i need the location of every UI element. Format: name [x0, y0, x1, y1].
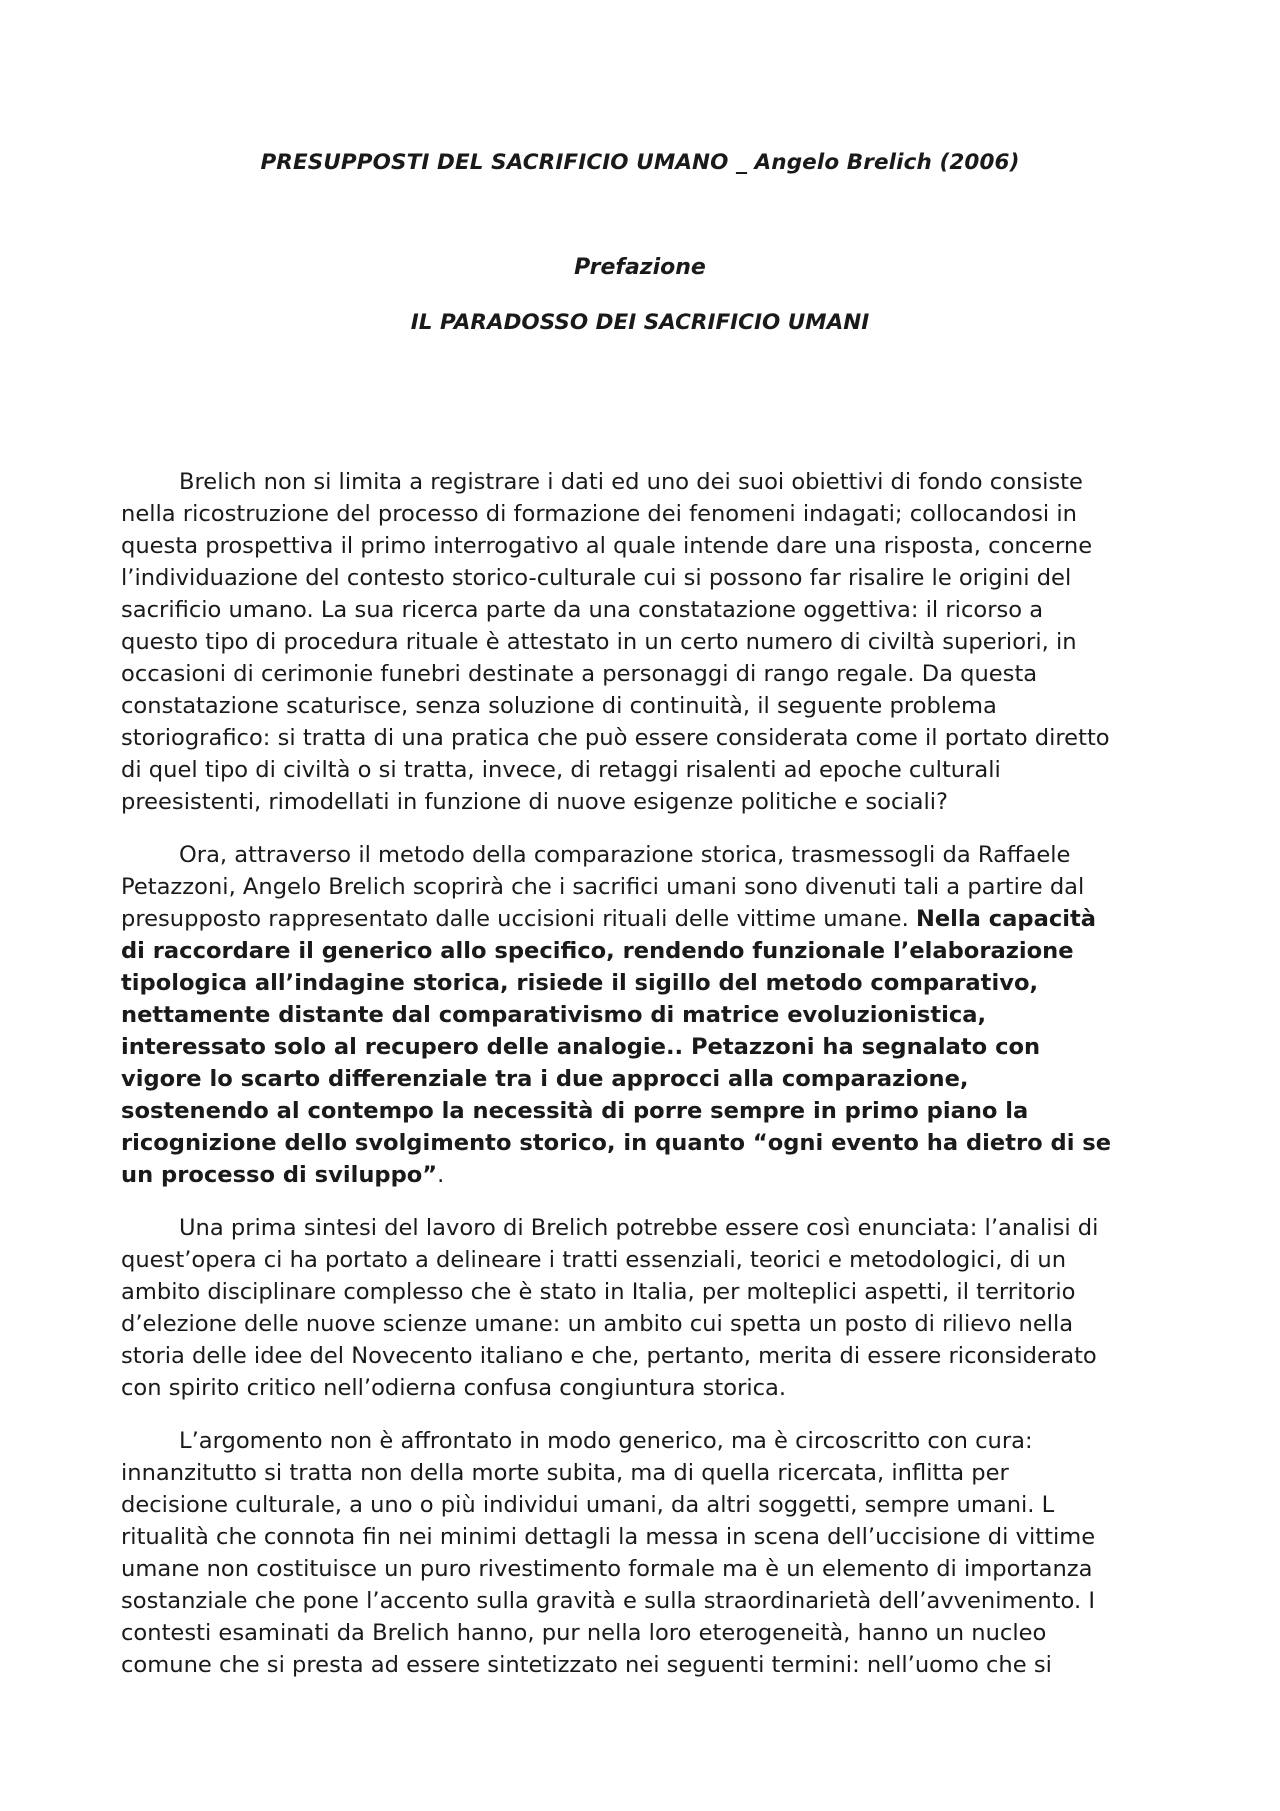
text-plain: . — [437, 1162, 445, 1188]
text-line: preesistenti, rimodellati in funzione di nuove esigenze politiche e sociali? — [121, 789, 949, 815]
document-title: PRESUPPOSTI DEL SACRIFICIO UMANO _ Angelo Brelich (2006) — [260, 150, 1020, 175]
text-line: occasioni di cerimonie funebri destinate a personaggi di rango regale. Da questa — [121, 661, 1038, 687]
section-label: Prefazione — [574, 255, 706, 280]
text-line: ambito disciplinare complesso che è stato in Italia, per molteplici aspetti, il territorio — [121, 1279, 1076, 1305]
text-line: umane non costituisce un puro rivestimento formale ma è un elemento di importanza — [121, 1556, 1093, 1582]
text-line-bold: ricognizione dello svolgimento storico, in quanto “ogni evento ha dietro di se — [121, 1130, 1112, 1156]
text-line — [121, 903, 1171, 935]
text-line: comune che si presta ad essere sintetizzato nei seguenti termini: nell’uomo che si — [121, 1652, 1052, 1678]
text-line: con spirito critico nell’odierna confusa congiuntura storica. — [121, 1375, 787, 1401]
text-line-bold: sostenendo al contempo la necessità di porre sempre in primo piano la — [121, 1098, 1029, 1124]
text-line-bold: vigore lo scarto differenziale tra i due approcci alla comparazione, — [121, 1066, 969, 1092]
text-line: decisione culturale, a uno o più individui umani, da altri soggetti, sempre umani. L — [121, 1492, 1055, 1518]
text-line: nella ricostruzione del processo di formazione dei fenomeni indagati; collocandosi in — [121, 501, 1077, 527]
text-line: storiografico: si tratta di una pratica che può essere considerata come il portato diretto — [121, 725, 1110, 751]
text-line-bold: tipologica all’indagine storica, risiede il sigillo del metodo comparativo, — [121, 970, 1039, 996]
text-line: questo tipo di procedura rituale è attestato in un certo numero di civiltà superiori, in — [121, 629, 1077, 655]
text-line: ritualità che connota fin nei minimi dettagli la messa in scena dell’uccisione di vittime — [121, 1524, 1096, 1550]
text-line-bold: di raccordare il generico allo specifico, rendendo funzionale l’elaborazione — [121, 938, 1074, 964]
text-line: quest’opera ci ha portato a delineare i tratti essenziali, teorici e metodologici, di un — [121, 1247, 1067, 1273]
text-line: d’elezione delle nuove scienze umane: un ambito cui spetta un posto di rilievo nella — [121, 1311, 1074, 1337]
text-line-bold: nettamente distante dal comparativismo di matrice evoluzionistica, — [121, 1002, 987, 1028]
text-line: Petazzoni, Angelo Brelich scoprirà che i sacrifici umani sono divenuti tali a partire dal — [121, 874, 1085, 900]
text-line: constatazione scaturisce, senza soluzione di continuità, il seguente problema — [121, 693, 997, 719]
text-line: L’argomento non è affrontato in modo generico, ma è circoscritto con cura: — [179, 1428, 1033, 1454]
paragraph-4 — [121, 1425, 1171, 1681]
paragraph-1 — [121, 466, 1171, 818]
text-line: di quel tipo di civiltà o si tratta, invece, di retaggi risalenti ad epoche culturali — [121, 757, 1001, 783]
text-line: Brelich non si limita a registrare i dati ed uno dei suoi obiettivi di fondo consiste — [179, 469, 1083, 495]
text-bold: un processo di sviluppo” — [121, 1162, 438, 1188]
text-line: sostanziale che pone l’accento sulla gravità e sulla straordinarietà dell’avvenimento. I — [121, 1588, 1096, 1614]
text-line: contesti esaminati da Brelich hanno, pur nella loro eterogeneità, hanno un nucleo — [121, 1620, 1047, 1646]
text-line: questa prospettiva il primo interrogativo al quale intende dare una risposta, concerne — [121, 533, 1093, 559]
text-line: innanzitutto si tratta non della morte subita, ma di quella ricercata, inflitta per — [121, 1460, 1009, 1486]
paragraph-3 — [121, 1212, 1171, 1404]
text-line: sacrificio umano. La sua ricerca parte da una constatazione oggettiva: il ricorso a — [121, 597, 1044, 623]
text-line: l’individuazione del contesto storico-culturale cui si possono far risalire le origini del — [121, 565, 1072, 591]
paragraph-2 — [121, 839, 1171, 1191]
text-line-bold: interessato solo al recupero delle analogie.. Petazzoni ha segnalato con — [121, 1034, 1041, 1060]
section-title: IL PARADOSSO DEI SACRIFICIO UMANI — [410, 310, 870, 335]
text-line — [121, 1159, 1171, 1191]
text-line: Ora, attraverso il metodo della comparazione storica, trasmessogli da Raffaele — [179, 842, 1071, 868]
text-line: storia delle idee del Novecento italiano e che, pertanto, merita di essere riconsiderato — [121, 1343, 1097, 1369]
text-line: Una prima sintesi del lavoro di Brelich potrebbe essere così enunciata: l’analisi di — [179, 1215, 1099, 1241]
body-text — [121, 466, 1171, 1702]
text-plain: presupposto rappresentato dalle uccisioni rituali delle vittime umane. — [121, 906, 916, 932]
text-bold: Nella capacità — [915, 906, 1097, 932]
